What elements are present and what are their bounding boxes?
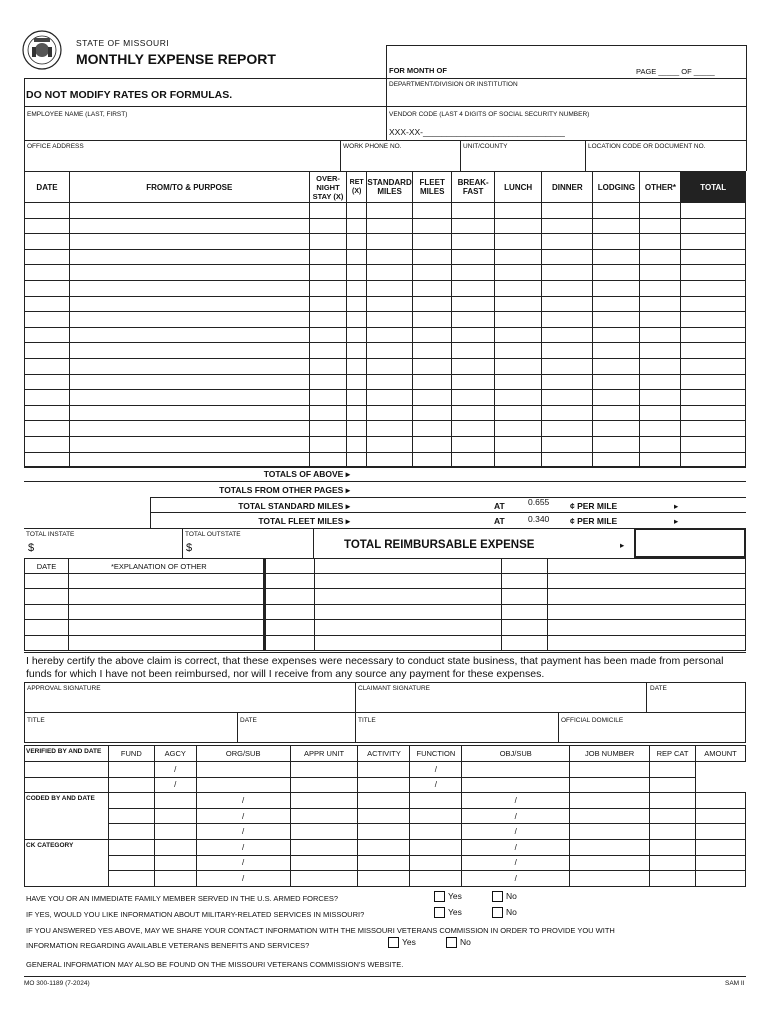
claimant-date-label: DATE bbox=[650, 685, 667, 692]
col-date: DATE bbox=[25, 172, 70, 203]
veterans-q3-line1: IF YOU ANSWERED YES ABOVE, MAY WE SHARE YOUR CONTACT INFORMATION WITH THE MISSOURI VETERANS COMMISSION IN ORDER TO PROVIDE YOU WITH bbox=[26, 926, 615, 935]
expense-row[interactable] bbox=[25, 421, 746, 437]
veterans-general: GENERAL INFORMATION MAY ALSO BE FOUND ON THE MISSOURI VETERANS COMMISSION'S WEBSITE. bbox=[26, 960, 404, 969]
org-sub-header: ORG/SUB bbox=[196, 746, 290, 762]
employee-name-label: EMPLOYEE NAME (LAST, FIRST) bbox=[27, 111, 128, 118]
total-reimbursable-field[interactable] bbox=[634, 528, 746, 558]
fleet-rate: 0.340 bbox=[528, 514, 550, 524]
col-other: OTHER* bbox=[640, 172, 681, 203]
col-total: TOTAL bbox=[681, 172, 746, 203]
q2-yes[interactable]: Yes bbox=[434, 907, 462, 918]
fund-header: FUND bbox=[108, 746, 154, 762]
totals-above-label: TOTALS OF ABOVE ▸ bbox=[263, 469, 350, 479]
q3-no[interactable]: No bbox=[446, 937, 471, 948]
slash-separator: / bbox=[196, 839, 290, 855]
verified-label: VERIFIED BY AND DATE bbox=[25, 746, 109, 762]
total-instate-label: TOTAL INSTATE bbox=[26, 531, 75, 538]
expense-row[interactable] bbox=[25, 280, 746, 296]
job-number-header: JOB NUMBER bbox=[570, 746, 650, 762]
accounting-row[interactable] bbox=[25, 777, 746, 793]
expense-row[interactable] bbox=[25, 312, 746, 328]
activity-header: ACTIVITY bbox=[358, 746, 410, 762]
page-of-label: PAGE _____ OF _____ bbox=[636, 67, 715, 76]
col-fleet-miles: FLEET MILES bbox=[413, 172, 452, 203]
accounting-row[interactable] bbox=[25, 762, 746, 778]
claimant-signature-label: CLAIMANT SIGNATURE bbox=[358, 685, 430, 692]
approver-title-label: TITLE bbox=[27, 717, 45, 724]
q2-yes-checkbox[interactable] bbox=[434, 907, 445, 918]
expense-header-row bbox=[25, 172, 746, 203]
expense-row[interactable] bbox=[25, 343, 746, 359]
agcy-header: AGCY bbox=[154, 746, 196, 762]
total-standard-miles-label: TOTAL STANDARD MILES ▸ bbox=[238, 501, 350, 511]
explanation-row[interactable] bbox=[25, 589, 746, 604]
q1-yes-checkbox[interactable] bbox=[434, 891, 445, 902]
rep-cat-header: REP CAT bbox=[650, 746, 696, 762]
department-label: DEPARTMENT/DIVISION OR INSTITUTION bbox=[389, 81, 518, 88]
office-address-label: OFFICE ADDRESS bbox=[27, 143, 84, 150]
official-domicile-label: OFFICIAL DOMICILE bbox=[561, 717, 624, 724]
slash-separator: / bbox=[196, 824, 290, 840]
q3-no-checkbox[interactable] bbox=[446, 937, 457, 948]
do-not-modify-warning: DO NOT MODIFY RATES OR FORMULAS. bbox=[26, 89, 233, 101]
col-breakfast: BREAK-FAST bbox=[452, 172, 495, 203]
slash-separator: / bbox=[410, 762, 462, 778]
col-standard-miles: STANDARD MILES bbox=[366, 172, 412, 203]
fleet-per-mile-label: ¢ PER MILE bbox=[570, 516, 618, 526]
location-code-label: LOCATION CODE OR DOCUMENT NO. bbox=[588, 143, 706, 150]
accounting-row[interactable] bbox=[25, 839, 746, 855]
expense-table bbox=[24, 171, 746, 468]
slash-separator: / bbox=[154, 762, 196, 778]
explanation-row[interactable] bbox=[25, 574, 746, 589]
explanation-row[interactable] bbox=[25, 620, 746, 635]
fleet-arrow-icon: ▸ bbox=[674, 516, 679, 526]
col-lunch: LUNCH bbox=[495, 172, 542, 203]
work-phone-label: WORK PHONE NO. bbox=[343, 143, 402, 150]
ck-category-label: CK CATEGORY bbox=[25, 839, 109, 886]
total-outstate-label: TOTAL OUTSTATE bbox=[185, 531, 241, 538]
form-number: MO 300-1189 (7-2024) bbox=[24, 980, 90, 987]
accounting-header-row bbox=[25, 746, 746, 762]
state-name: STATE OF MISSOURI bbox=[76, 38, 170, 48]
expense-row[interactable] bbox=[25, 390, 746, 406]
expense-row[interactable] bbox=[25, 436, 746, 452]
col-dinner: DINNER bbox=[542, 172, 593, 203]
q1-yes[interactable]: Yes bbox=[434, 891, 462, 902]
unit-county-label: UNIT/COUNTY bbox=[463, 143, 508, 150]
veterans-q3-line2: INFORMATION REGARDING AVAILABLE VETERANS BENEFITS AND SERVICES? bbox=[26, 941, 310, 950]
obj-sub-header: OBJ/SUB bbox=[462, 746, 570, 762]
slash-separator: / bbox=[410, 777, 462, 793]
col-ret: RET (X) bbox=[347, 172, 366, 203]
slash-separator: / bbox=[196, 871, 290, 887]
appr-unit-header: APPR UNIT bbox=[290, 746, 358, 762]
slash-separator: / bbox=[196, 855, 290, 871]
accounting-row[interactable] bbox=[25, 808, 746, 824]
explanation-other-header: *EXPLANATION OF OTHER bbox=[68, 559, 264, 574]
expense-row[interactable] bbox=[25, 405, 746, 421]
expense-row[interactable] bbox=[25, 234, 746, 250]
slash-separator: / bbox=[154, 777, 196, 793]
slash-separator: / bbox=[196, 793, 290, 809]
expense-row[interactable] bbox=[25, 218, 746, 234]
outstate-dollar: $ bbox=[186, 542, 193, 554]
reimbursable-arrow-icon: ▸ bbox=[620, 540, 625, 550]
slash-separator: / bbox=[462, 871, 570, 887]
slash-separator: / bbox=[462, 839, 570, 855]
accounting-row[interactable] bbox=[25, 824, 746, 840]
instate-dollar: $ bbox=[28, 542, 35, 554]
col-from-to: FROM/TO & PURPOSE bbox=[70, 172, 310, 203]
amount-header: AMOUNT bbox=[695, 746, 745, 762]
standard-per-mile-label: ¢ PER MILE bbox=[570, 501, 618, 511]
standard-arrow-icon: ▸ bbox=[674, 501, 679, 511]
expense-row[interactable] bbox=[25, 265, 746, 281]
slash-separator: / bbox=[462, 824, 570, 840]
vendor-code-label: VENDOR CODE (LAST 4 DIGITS OF SOCIAL SECURITY NUMBER) bbox=[389, 111, 590, 118]
total-fleet-miles-label: TOTAL FLEET MILES ▸ bbox=[258, 516, 350, 526]
function-header: FUNCTION bbox=[410, 746, 462, 762]
q1-no-checkbox[interactable] bbox=[492, 891, 503, 902]
totals-other-pages-label: TOTALS FROM OTHER PAGES ▸ bbox=[219, 485, 350, 495]
expense-row[interactable] bbox=[25, 203, 746, 219]
slash-separator: / bbox=[196, 808, 290, 824]
col-overnight: OVER-NIGHT STAY (X) bbox=[309, 172, 347, 203]
accounting-table bbox=[24, 745, 746, 887]
form-title: MONTHLY EXPENSE REPORT bbox=[76, 51, 276, 67]
q2-no[interactable]: No bbox=[492, 907, 517, 918]
accounting-row[interactable] bbox=[25, 871, 746, 887]
expense-row[interactable] bbox=[25, 374, 746, 390]
expense-row[interactable] bbox=[25, 358, 746, 374]
claimant-title-label: TITLE bbox=[358, 717, 376, 724]
expense-row[interactable] bbox=[25, 249, 746, 265]
standard-at-label: AT bbox=[494, 501, 505, 511]
explanation-row[interactable] bbox=[25, 604, 746, 619]
accounting-row[interactable] bbox=[25, 793, 746, 809]
q3-yes-checkbox[interactable] bbox=[388, 937, 399, 948]
approval-signature-label: APPROVAL SIGNATURE bbox=[27, 685, 101, 692]
for-month-label: FOR MONTH OF bbox=[389, 66, 447, 75]
coded-label: CODED BY AND DATE bbox=[25, 793, 109, 840]
total-reimbursable-label: TOTAL REIMBURSABLE EXPENSE bbox=[344, 539, 535, 551]
slash-separator: / bbox=[462, 855, 570, 871]
sam-label: SAM II bbox=[725, 980, 745, 987]
q2-no-checkbox[interactable] bbox=[492, 907, 503, 918]
expense-row[interactable] bbox=[25, 327, 746, 343]
explanation-date-header: DATE bbox=[25, 559, 69, 574]
q1-no[interactable]: No bbox=[492, 891, 517, 902]
slash-separator: / bbox=[462, 808, 570, 824]
approver-date-label: DATE bbox=[240, 717, 257, 724]
explanation-table bbox=[24, 558, 746, 651]
accounting-row[interactable] bbox=[25, 855, 746, 871]
slash-separator: / bbox=[462, 793, 570, 809]
expense-row[interactable] bbox=[25, 296, 746, 312]
explanation-row[interactable] bbox=[25, 635, 746, 650]
q3-yes[interactable]: Yes bbox=[388, 937, 416, 948]
veterans-q1: HAVE YOU OR AN IMMEDIATE FAMILY MEMBER SERVED IN THE U.S. ARMED FORCES? bbox=[26, 894, 339, 903]
col-lodging: LODGING bbox=[593, 172, 640, 203]
veterans-q2: IF YES, WOULD YOU LIKE INFORMATION ABOUT MILITARY-RELATED SERVICES IN MISSOURI? bbox=[26, 910, 365, 919]
fleet-at-label: AT bbox=[494, 516, 505, 526]
state-seal-icon bbox=[22, 30, 62, 70]
certification-text: I hereby certify the above claim is correct, that these expenses were necessary to conduct state business, that payment has been made from personal funds for which I have not been reimbursed, nor will I receive from any source any payment for these expenses. bbox=[26, 655, 724, 680]
vendor-code-field[interactable]: XXX-XX-______________________________ bbox=[389, 127, 565, 137]
standard-rate: 0.655 bbox=[528, 497, 550, 507]
